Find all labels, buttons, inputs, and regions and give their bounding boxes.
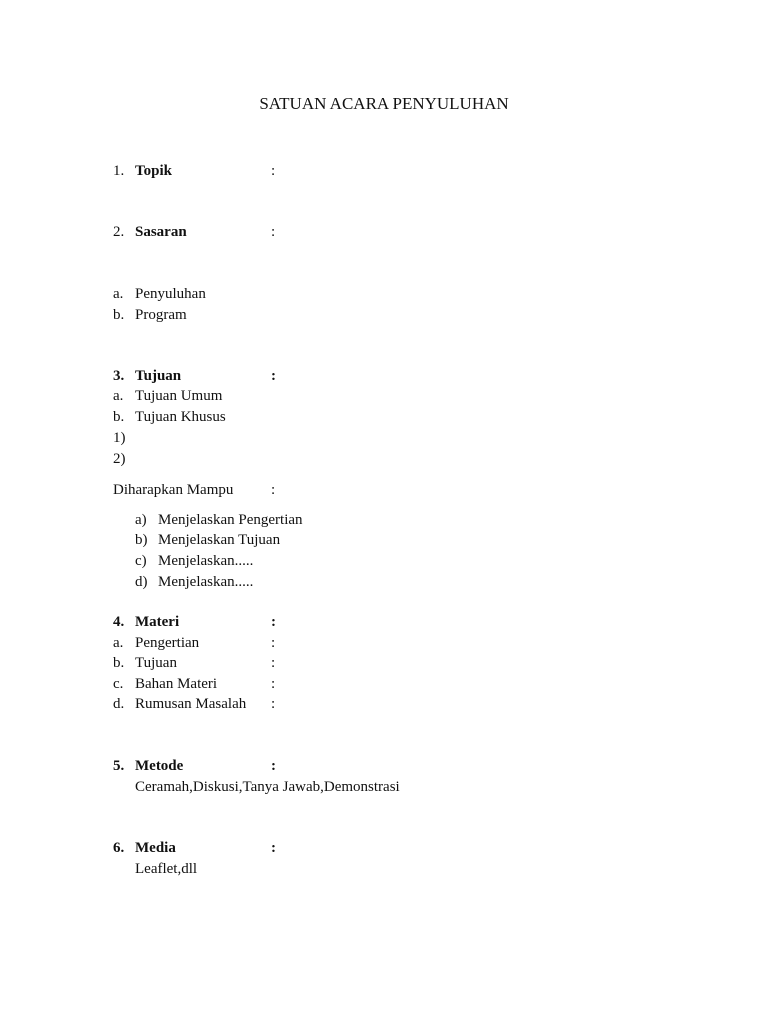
section-label-media: Media [135, 840, 176, 856]
section-label-materi: Materi [135, 614, 180, 630]
list-marker: c. [113, 676, 124, 692]
section-label-topik: Topik [135, 163, 172, 179]
list-item: Program [135, 307, 187, 323]
list-marker: a. [113, 388, 124, 404]
colon-media: : [271, 840, 276, 856]
list-marker: b. [113, 307, 125, 323]
list-item: Menjelaskan..... [158, 553, 254, 569]
list-colon: : [271, 655, 276, 671]
section-label-sasaran: Sasaran [135, 224, 187, 240]
list-item: Menjelaskan Tujuan [158, 532, 281, 548]
colon-diharapkan: : [271, 482, 276, 498]
list-item: Rumusan Masalah [135, 696, 247, 712]
list-item: Menjelaskan..... [158, 574, 254, 590]
media-value: Leaflet,dll [135, 861, 198, 877]
list-item: Tujuan Khusus [135, 409, 226, 425]
section-number-metode: 5. [113, 758, 125, 774]
list-marker: 2) [113, 451, 126, 467]
list-item: Bahan Materi [135, 676, 218, 692]
document-title: SATUAN ACARA PENYULUHAN [259, 94, 509, 113]
list-item: Penyuluhan [135, 286, 206, 302]
list-item: Tujuan Umum [135, 388, 223, 404]
section-number-tujuan: 3. [113, 368, 125, 384]
list-marker: a) [135, 512, 147, 528]
list-marker: b) [135, 532, 148, 548]
section-label-metode: Metode [135, 758, 184, 774]
colon-materi: : [271, 614, 276, 630]
list-marker: b. [113, 655, 125, 671]
list-colon: : [271, 696, 276, 712]
list-colon: : [271, 676, 276, 692]
colon-sasaran: : [271, 224, 276, 240]
list-marker: d) [135, 574, 148, 590]
diharapkan-label: Diharapkan Mampu [113, 482, 234, 498]
list-marker: d. [113, 696, 125, 712]
list-marker: a. [113, 286, 124, 302]
list-item: Tujuan [135, 655, 177, 671]
list-marker: b. [113, 409, 125, 425]
section-number-materi: 4. [113, 614, 125, 630]
list-colon: : [271, 635, 276, 651]
list-item: Pengertian [135, 635, 200, 651]
list-marker: 1) [113, 430, 126, 446]
section-label-tujuan: Tujuan [135, 368, 182, 384]
metode-value: Ceramah,Diskusi,Tanya Jawab,Demonstrasi [135, 779, 400, 795]
list-marker: a. [113, 635, 124, 651]
colon-metode: : [271, 758, 276, 774]
section-number-sasaran: 2. [113, 224, 125, 240]
list-item: Menjelaskan Pengertian [158, 512, 303, 528]
colon-tujuan: : [271, 368, 276, 384]
section-number-topik: 1. [113, 163, 125, 179]
list-marker: c) [135, 553, 147, 569]
section-number-media: 6. [113, 840, 125, 856]
colon-topik: : [271, 163, 276, 179]
